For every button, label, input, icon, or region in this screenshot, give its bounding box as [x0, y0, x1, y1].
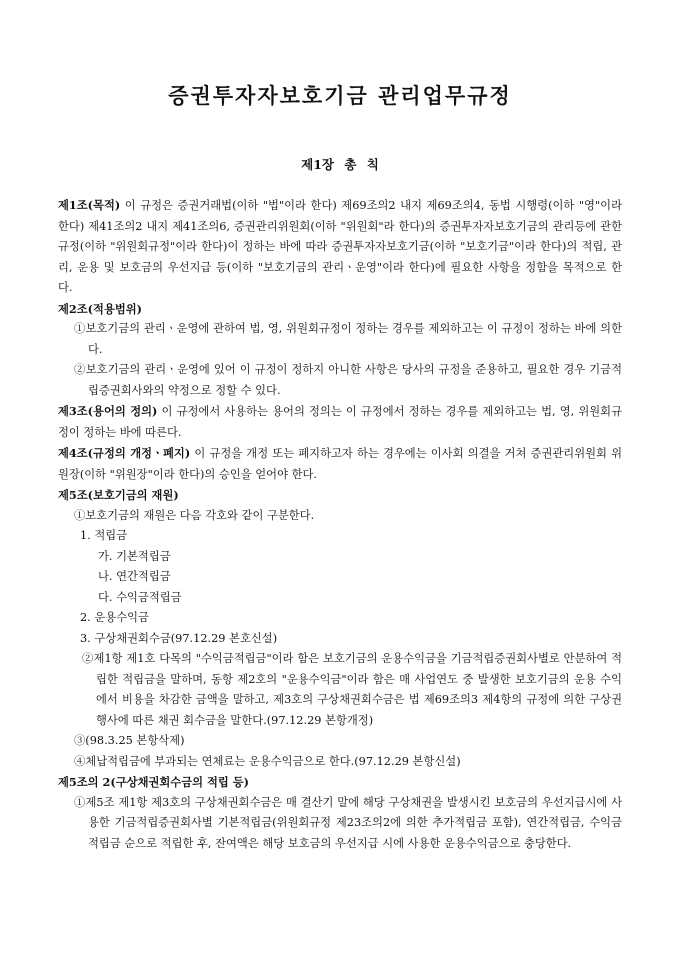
article-5-paragraph-4: ④체납적립금에 부과되는 연체료는 운용수익금으로 한다.(97.12.29 본항신설) — [74, 754, 461, 768]
article-5-item-3: 3. 구상채권회수금(97.12.29 본호신설) — [80, 631, 278, 645]
article-5-item-1-c: 다. 수익금적립금 — [98, 590, 182, 604]
article-5-item-1: 1. 적립금 — [80, 529, 128, 542]
article-5-paragraph-3: ③(98.3.25 본항삭제) — [74, 734, 185, 747]
article-3 — [58, 401, 622, 443]
article-3-heading: 제3조(용어의 정의) — [58, 404, 158, 418]
article-5-heading: 제5조(보호기금의 재원) — [58, 488, 179, 502]
article-4-text: 이 규정을 개정 또는 폐지하고자 하는 경우에는 이사회 의결을 거쳐 증권관리위원회 위원장(이하 "위원장"이라 한다)의 승인을 얻어야 한다. — [58, 447, 622, 481]
article-4-heading: 제4조(규정의 개정ㆍ폐지) — [58, 446, 191, 460]
article-3-text: 이 규정에서 사용하는 용어의 정의는 이 규정에서 정하는 경우를 제외하고는 법, 영, 위원회규정이 정하는 바에 따른다. — [58, 405, 622, 439]
document-title: 증권투자자보호기금 관리업무규정 — [168, 83, 512, 108]
article-1-text: 이 규정은 증권거래법(이하 "법"이라 한다) 제69조의2 내지 제69조의4, 동법 시행령(이하 "영"이라 한다) 제41조의2 내지 제41조의6, 증권관리위원회(이하 "위원회"라 한다)의 증권투자자보호기금의 관리등에 관한 규정(이하 "위원회규정"이라 한다)이 정하는 바에 따라 증권투자자보호기금(이하 "보호기금"이라 한다)의 적립, 관리, 운용 및 보호금의 우선지급 등(이하 "보호기금의 관리ㆍ운영"이라 한다)에 필요한 사항을 정함을 목적으로 한다. — [58, 199, 622, 294]
article-4 — [58, 443, 622, 485]
article-5-item-1-b: 나. 연간적립금 — [98, 570, 171, 583]
article-2-paragraph-2: ②보호기금의 관리ㆍ운영에 있어 이 규정이 정하지 아니한 사항은 당사의 규정을 준용하고, 필요한 경우 기금적립증권회사와의 약정으로 정할 수 있다. — [74, 363, 622, 397]
article-2-paragraph-1: ①보호기금의 관리ㆍ운영에 관하여 법, 영, 위원회규정이 정하는 경우를 제외하고는 이 규정이 정하는 바에 의한다. — [74, 322, 622, 356]
article-5-item-1-a: 가. 기본적립금 — [98, 549, 171, 563]
article-5-paragraph-2: ②제1항 제1호 다목의 "수익금적립금"이라 함은 보호기금의 운용수익금을 기금적립증권회사별로 안분하여 적립한 적립금을 말하며, 동항 제2호의 "운용수익금"이라 함은 매 사업연도 중 발생한 보호기금의 운용 수익에서 비용을 차감한 금액을 말하고, 제3호의 구상채권회수금은 법 제69조의3 제4항의 규정에 의한 구상권행사에 따른 채권 회수금을 말한다.(97.12.29 본항개정) — [82, 652, 622, 727]
article-5-2-paragraph-1: ①제5조 제1항 제3호의 구상채권회수금은 매 결산기 말에 해당 구상채권을 발생시킨 보호금의 우선지급시에 사용한 기금적립증권회사별 기본적립금(위원회규정 제23조의2에 의한 추가적립금 포함), 연간적립금, 수익금적립금 순으로 적립한 후, 잔여액은 해당 보호금의 우선지급 시에 사용한 운용수익금으로 충당한다. — [74, 795, 622, 850]
article-1 — [58, 195, 622, 299]
chapter-heading: 제1장 총 칙 — [301, 157, 379, 172]
document-body — [58, 195, 622, 854]
article-5-item-2: 2. 운용수익금 — [80, 611, 149, 624]
article-5-paragraph-1: ①보호기금의 재원은 다음 각호와 같이 구분한다. — [74, 508, 315, 522]
article-5-2-heading: 제5조의 2(구상채권회수금의 적립 등) — [58, 775, 249, 789]
article-1-heading: 제1조(목적) — [58, 198, 121, 212]
article-2-heading: 제2조(적용범위) — [58, 301, 143, 316]
